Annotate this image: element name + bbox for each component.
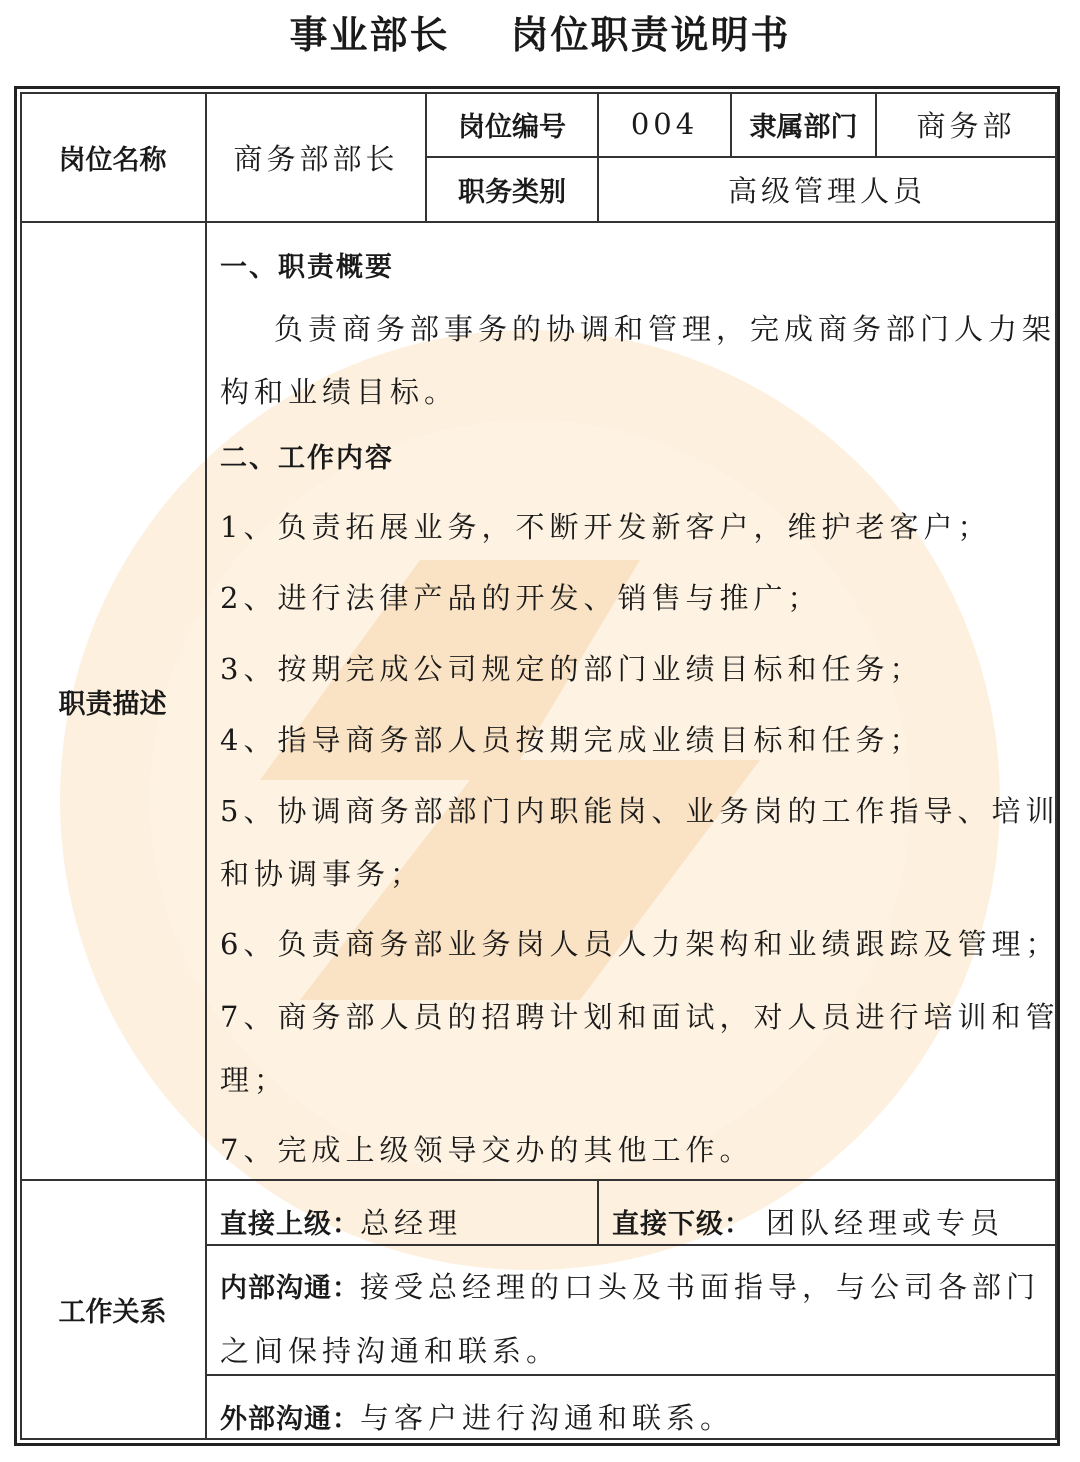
internal-line-2: 之间保持沟通和联系。 <box>220 1334 561 1368</box>
duty-item: 7、完成上级领导交办的其他工作。 <box>220 1133 754 1167</box>
subordinate-row <box>612 1201 1004 1242</box>
summary-line-1: 负责商务部事务的协调和管理，完成商务部门人力架 <box>274 312 1057 346</box>
internal-communication-row <box>220 1265 1040 1306</box>
duty-item-continued: 理； <box>220 1063 289 1097</box>
external-value: 与客户进行沟通和联系。 <box>360 1401 735 1435</box>
duty-item: 4、指导商务部人员按期完成业绩目标和任务； <box>220 723 924 757</box>
summary-line-2: 构和业绩目标。 <box>220 375 459 409</box>
department-label: 隶属部门 <box>749 111 858 143</box>
subordinate-label: 直接下级： <box>612 1209 752 1240</box>
relations-label: 工作关系 <box>58 1297 167 1328</box>
duty-item: 2、进行法律产品的开发、销售与推广； <box>220 581 822 615</box>
position-code-value: 004 <box>630 107 699 141</box>
superior-label: 直接上级： <box>220 1209 360 1240</box>
duties-label: 职责描述 <box>58 688 167 720</box>
position-name-value: 商务部部长 <box>233 141 399 176</box>
job-category-label: 职务类别 <box>458 177 566 208</box>
duty-item: 5、协调商务部部门内职能岗、业务岗的工作指导、培训 <box>220 794 1060 828</box>
content-heading: 二、工作内容 <box>220 443 394 474</box>
summary-heading: 一、职责概要 <box>220 252 394 283</box>
duty-item: 3、按期完成公司规定的部门业绩目标和任务； <box>220 652 924 686</box>
position-name-label: 岗位名称 <box>58 144 167 176</box>
superior-row <box>220 1201 462 1242</box>
duty-item: 7、商务部人员的招聘计划和面试，对人员进行培训和管 <box>220 1000 1060 1034</box>
subordinate-value: 团队经理或专员 <box>766 1206 1005 1240</box>
duty-item: 1、负责拓展业务，不断开发新客户，维护老客户； <box>220 510 992 544</box>
duty-item: 6、负责商务部业务岗人员人力架构和业绩跟踪及管理； <box>220 927 1060 961</box>
external-communication-row <box>220 1396 734 1437</box>
document-title: 事业部长 岗位职责说明书 <box>289 13 791 57</box>
duty-item-continued: 和协调事务； <box>220 857 425 891</box>
internal-line-1: 接受总经理的口头及书面指导，与公司各部门 <box>360 1270 1041 1304</box>
job-category-value: 高级管理人员 <box>727 174 926 208</box>
department-value: 商务部 <box>916 108 1016 143</box>
position-code-label: 岗位编号 <box>458 111 566 143</box>
superior-value: 总经理 <box>360 1206 463 1240</box>
internal-label: 内部沟通： <box>220 1273 360 1304</box>
external-label: 外部沟通： <box>220 1404 360 1435</box>
